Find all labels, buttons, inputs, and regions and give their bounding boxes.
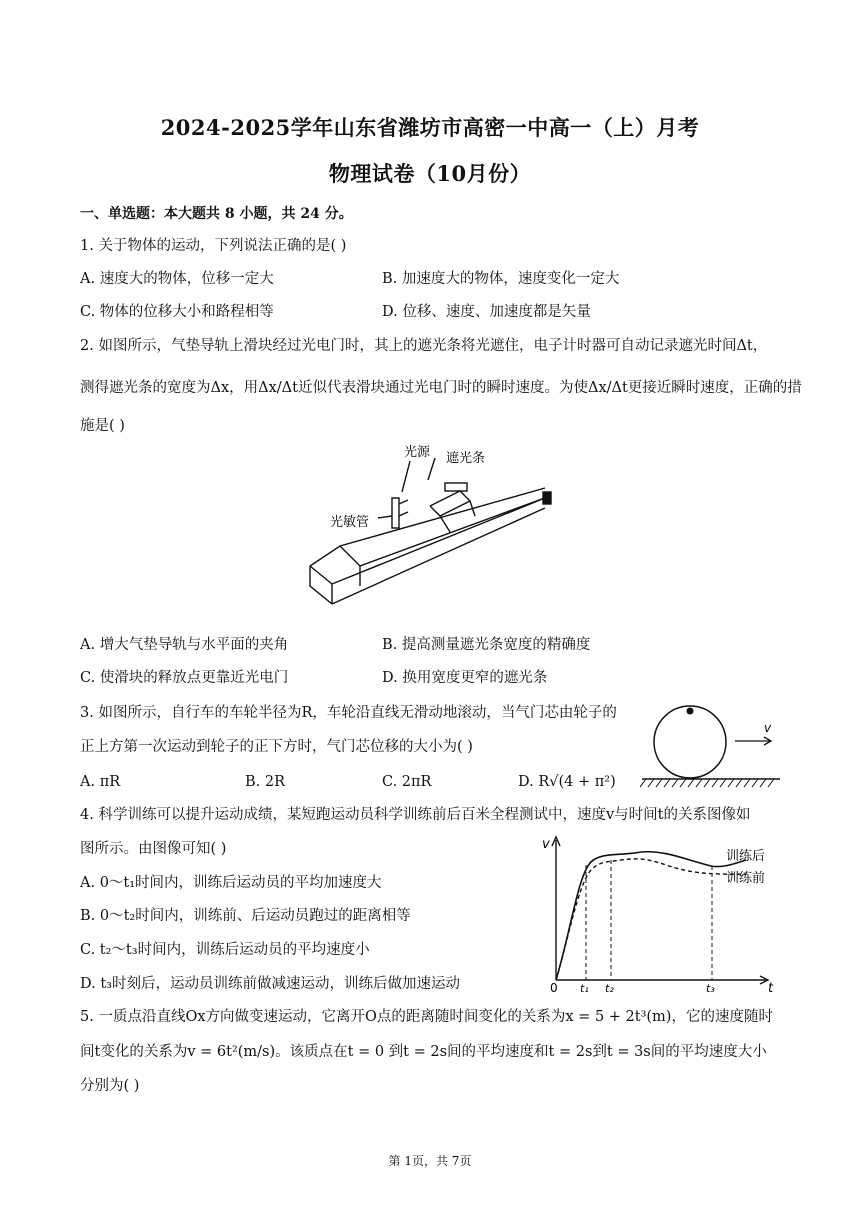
- wheel-figure: [640, 704, 785, 790]
- q4-option-a: A. 0～t₁时间内，训练后运动员的平均加速度大: [80, 875, 382, 891]
- q3-stem-line2: 正上方第一次运动到轮子的正下方时，气门芯位移的大小为( ): [80, 739, 473, 755]
- wheel-velocity-label: v: [764, 721, 772, 735]
- exam-title-line2: 物理试卷（10月份）: [328, 161, 532, 186]
- q3-option-d: D. R√(4 + π²): [518, 774, 616, 790]
- q2-option-d: D. 换用宽度更窄的遮光条: [382, 670, 548, 686]
- graph-t-axis-label: t: [768, 981, 774, 995]
- graph-v-axis-label: v: [542, 837, 550, 852]
- q1-option-a: A. 速度大的物体，位移一定大: [80, 271, 274, 287]
- fig-label-light-source: 光源: [404, 445, 431, 460]
- graph-t3-label: t₃: [706, 982, 715, 995]
- q2-option-b: B. 提高测量遮光条宽度的精确度: [382, 637, 591, 653]
- exam-title-line1: 2024-2025学年山东省潍坊市高密一中高一（上）月考: [160, 115, 700, 140]
- q3-option-a: A. πR: [80, 774, 121, 790]
- q4-stem-line2: 图所示。由图像可知( ): [80, 841, 227, 857]
- q2-stem-line3: 施是( ): [80, 418, 125, 434]
- q2-option-c: C. 使滑块的释放点更靠近光电门: [80, 670, 289, 686]
- q1-option-b: B. 加速度大的物体，速度变化一定大: [382, 271, 620, 287]
- q3-option-c: C. 2πR: [382, 774, 432, 790]
- q5-stem-line3: 分别为( ): [80, 1078, 140, 1094]
- q3-stem-line1: 3. 如图所示，自行车的车轮半径为R，车轮沿直线无滑动地滚动，当气门芯由轮子的: [80, 705, 617, 721]
- q2-option-a: A. 增大气垫导轨与水平面的夹角: [80, 637, 289, 653]
- fig-label-sensor: 光敏管: [330, 515, 370, 530]
- q2-stem-line1: 2. 如图所示，气垫导轨上滑块经过光电门时，其上的遮光条将光遮住，电子计时器可自动记录遮光时间Δt，: [80, 338, 768, 354]
- q5-stem-line1: 5. 一质点沿直线Ox方向做变速运动，它离开O点的距离随时间变化的关系为x = 5 + 2t³(m)，它的速度随时: [80, 1009, 773, 1025]
- q1-option-c: C. 物体的位移大小和路程相等: [80, 304, 274, 320]
- air-track-figure: [300, 436, 560, 606]
- q1-option-d: D. 位移、速度、加速度都是矢量: [382, 304, 591, 320]
- page-footer: 第 1页，共 7页: [388, 1154, 472, 1168]
- velocity-time-graph: [536, 830, 786, 995]
- graph-legend-before: 训练前: [726, 871, 766, 886]
- q1-stem: 1. 关于物体的运动，下列说法正确的是( ): [80, 238, 347, 254]
- q4-option-b: B. 0～t₂时间内，训练前、后运动员跑过的距离相等: [80, 908, 411, 924]
- q3-option-b: B. 2R: [245, 774, 286, 790]
- section-heading: 一、单选题：本大题共 8 小题，共 24 分。: [80, 206, 353, 222]
- graph-legend-after: 训练后: [726, 849, 766, 864]
- graph-origin-label: 0: [550, 981, 558, 995]
- q2-stem-line2: 测得遮光条的宽度为Δx，用Δx/Δt近似代表滑块通过光电门时的瞬时速度。为使Δx/Δt更接近瞬时速度，正确的措: [80, 380, 802, 396]
- q4-option-d: D. t₃时刻后，运动员训练前做减速运动，训练后做加速运动: [80, 976, 460, 992]
- graph-t2-label: t₂: [605, 982, 614, 995]
- q4-option-c: C. t₂～t₃时间内，训练后运动员的平均速度小: [80, 942, 370, 958]
- graph-t1-label: t₁: [580, 982, 589, 995]
- q5-stem-line2: 间t变化的关系为v = 6t²(m/s)。该质点在t = 0 到t = 2s间的平均速度和t = 2s到t = 3s间的平均速度大小: [80, 1044, 767, 1060]
- q4-stem-line1: 4. 科学训练可以提升运动成绩，某短跑运动员科学训练前后百米全程测试中，速度v与时间t的关系图像如: [80, 807, 751, 823]
- fig-label-strip: 遮光条: [446, 451, 486, 466]
